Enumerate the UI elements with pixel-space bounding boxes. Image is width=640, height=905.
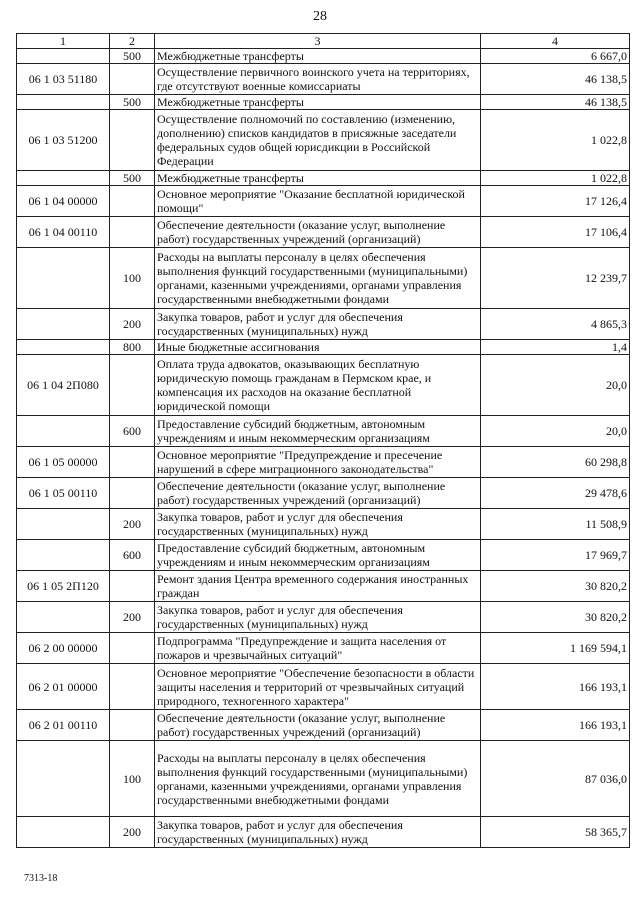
table-row <box>17 248 630 309</box>
cell-expense-type: 100 <box>110 248 155 309</box>
cell-expense-type: 800 <box>110 340 155 355</box>
header-cell-name: 3 <box>155 34 481 49</box>
cell-code <box>17 340 110 355</box>
cell-expense-type <box>110 186 155 217</box>
cell-code: 06 1 05 00110 <box>17 478 110 509</box>
cell-name: Осуществление полномочий по составлению (изменению, дополнению) списков кандидатов в присяжные заседатели федеральных судов общей юрисдикции в Российской Федерации <box>155 110 481 171</box>
cell-code <box>17 309 110 340</box>
cell-amount: 166 193,1 <box>481 710 630 741</box>
cell-amount: 6 667,0 <box>481 49 630 64</box>
cell-amount: 1 022,8 <box>481 110 630 171</box>
cell-name: Закупка товаров, работ и услуг для обеспечения государственных (муниципальных) нужд <box>155 309 481 340</box>
cell-expense-type: 100 <box>110 741 155 817</box>
cell-amount: 46 138,5 <box>481 64 630 95</box>
cell-expense-type <box>110 447 155 478</box>
table-row <box>17 633 630 664</box>
cell-amount: 12 239,7 <box>481 248 630 309</box>
cell-name: Осуществление первичного воинского учета на территориях, где отсутствуют военные комиссариаты <box>155 64 481 95</box>
page-number: 28 <box>313 9 327 24</box>
cell-name: Обеспечение деятельности (оказание услуг, выполнение работ) государственных учреждений (организаций) <box>155 478 481 509</box>
table-row <box>17 817 630 848</box>
cell-code <box>17 171 110 186</box>
cell-amount: 4 865,3 <box>481 309 630 340</box>
table-row <box>17 309 630 340</box>
cell-amount: 17 969,7 <box>481 540 630 571</box>
cell-code: 06 1 04 2П080 <box>17 355 110 416</box>
cell-name: Оплата труда адвокатов, оказывающих бесплатную юридическую помощь гражданам в Пермском крае, и компенсация их расходов на оказание бесплатной юридической помощи <box>155 355 481 416</box>
cell-expense-type: 200 <box>110 602 155 633</box>
cell-code: 06 1 04 00110 <box>17 217 110 248</box>
table-row <box>17 110 630 171</box>
cell-expense-type <box>110 710 155 741</box>
table-row <box>17 478 630 509</box>
table-row <box>17 602 630 633</box>
footer-document-code: 7313-18 <box>24 873 58 884</box>
header-cell-amount: 4 <box>481 34 630 49</box>
cell-expense-type <box>110 478 155 509</box>
table-row <box>17 64 630 95</box>
cell-name: Закупка товаров, работ и услуг для обеспечения государственных (муниципальных) нужд <box>155 509 481 540</box>
cell-amount: 29 478,6 <box>481 478 630 509</box>
cell-expense-type <box>110 64 155 95</box>
cell-expense-type <box>110 571 155 602</box>
cell-code <box>17 49 110 64</box>
cell-code: 06 2 01 00110 <box>17 710 110 741</box>
cell-expense-type: 500 <box>110 49 155 64</box>
cell-expense-type: 500 <box>110 95 155 110</box>
cell-amount: 1 169 594,1 <box>481 633 630 664</box>
table-row <box>17 416 630 447</box>
budget-table-body <box>17 34 630 848</box>
cell-expense-type <box>110 355 155 416</box>
cell-expense-type <box>110 110 155 171</box>
cell-code: 06 2 01 00000 <box>17 664 110 710</box>
cell-code <box>17 248 110 309</box>
cell-code: 06 1 05 2П120 <box>17 571 110 602</box>
cell-amount: 1 022,8 <box>481 171 630 186</box>
cell-name: Основное мероприятие "Обеспечение безопасности в области защиты населения и территорий от чрезвычайных ситуаций природного, техногенного характера" <box>155 664 481 710</box>
cell-name: Ремонт здания Центра временного содержания иностранных граждан <box>155 571 481 602</box>
cell-code: 06 1 03 51180 <box>17 64 110 95</box>
header-cell-code: 1 <box>17 34 110 49</box>
header-cell-vr: 2 <box>110 34 155 49</box>
cell-code <box>17 817 110 848</box>
cell-name: Подпрограмма "Предупреждение и защита населения от пожаров и чрезвычайных ситуаций" <box>155 633 481 664</box>
table-header-row <box>17 34 630 49</box>
cell-name: Основное мероприятие "Оказание бесплатной юридической помощи" <box>155 186 481 217</box>
cell-amount: 20,0 <box>481 416 630 447</box>
cell-code: 06 1 03 51200 <box>17 110 110 171</box>
cell-name: Расходы на выплаты персоналу в целях обеспечения выполнения функций государственными (муниципальными) органами, казенными учреждениями, органами управления государственными внебюджетными фондами <box>155 248 481 309</box>
cell-code <box>17 416 110 447</box>
cell-name: Предоставление субсидий бюджетным, автономным учреждениям и иным некоммерческим организациям <box>155 416 481 447</box>
cell-expense-type <box>110 217 155 248</box>
cell-amount: 1,4 <box>481 340 630 355</box>
table-row <box>17 741 630 817</box>
cell-code: 06 2 00 00000 <box>17 633 110 664</box>
cell-name: Межбюджетные трансферты <box>155 171 481 186</box>
table-row <box>17 447 630 478</box>
table-row <box>17 340 630 355</box>
cell-name: Обеспечение деятельности (оказание услуг, выполнение работ) государственных учреждений (организаций) <box>155 217 481 248</box>
cell-amount: 20,0 <box>481 355 630 416</box>
cell-name: Межбюджетные трансферты <box>155 49 481 64</box>
cell-name: Предоставление субсидий бюджетным, автономным учреждениям и иным некоммерческим организациям <box>155 540 481 571</box>
table-row <box>17 186 630 217</box>
table-row <box>17 509 630 540</box>
table-row <box>17 49 630 64</box>
cell-expense-type <box>110 664 155 710</box>
cell-amount: 87 036,0 <box>481 741 630 817</box>
cell-amount: 17 106,4 <box>481 217 630 248</box>
cell-name: Основное мероприятие "Предупреждение и пресечение нарушений в сфере миграционного законодательства" <box>155 447 481 478</box>
budget-table <box>16 33 630 848</box>
cell-name: Закупка товаров, работ и услуг для обеспечения государственных (муниципальных) нужд <box>155 602 481 633</box>
cell-name: Обеспечение деятельности (оказание услуг, выполнение работ) государственных учреждений (организаций) <box>155 710 481 741</box>
cell-name: Расходы на выплаты персоналу в целях обеспечения выполнения функций государственными (муниципальными) органами, казенными учреждениями, органами управления государственными внебюджетными фондами <box>155 741 481 817</box>
cell-code <box>17 602 110 633</box>
cell-expense-type <box>110 633 155 664</box>
cell-code: 06 1 04 00000 <box>17 186 110 217</box>
cell-code <box>17 741 110 817</box>
cell-expense-type: 600 <box>110 540 155 571</box>
cell-amount: 17 126,4 <box>481 186 630 217</box>
table-row <box>17 95 630 110</box>
cell-amount: 11 508,9 <box>481 509 630 540</box>
table-row <box>17 571 630 602</box>
cell-amount: 166 193,1 <box>481 664 630 710</box>
cell-expense-type: 200 <box>110 817 155 848</box>
cell-name: Иные бюджетные ассигнования <box>155 340 481 355</box>
cell-amount: 60 298,8 <box>481 447 630 478</box>
table-row <box>17 171 630 186</box>
cell-expense-type: 600 <box>110 416 155 447</box>
cell-name: Межбюджетные трансферты <box>155 95 481 110</box>
cell-amount: 30 820,2 <box>481 571 630 602</box>
table-row <box>17 710 630 741</box>
cell-code <box>17 95 110 110</box>
cell-amount: 46 138,5 <box>481 95 630 110</box>
cell-expense-type: 500 <box>110 171 155 186</box>
table-row <box>17 540 630 571</box>
cell-expense-type: 200 <box>110 509 155 540</box>
cell-expense-type: 200 <box>110 309 155 340</box>
cell-amount: 58 365,7 <box>481 817 630 848</box>
cell-code: 06 1 05 00000 <box>17 447 110 478</box>
cell-code <box>17 509 110 540</box>
cell-code <box>17 540 110 571</box>
cell-name: Закупка товаров, работ и услуг для обеспечения государственных (муниципальных) нужд <box>155 817 481 848</box>
cell-amount: 30 820,2 <box>481 602 630 633</box>
table-row <box>17 355 630 416</box>
table-row <box>17 664 630 710</box>
table-row <box>17 217 630 248</box>
